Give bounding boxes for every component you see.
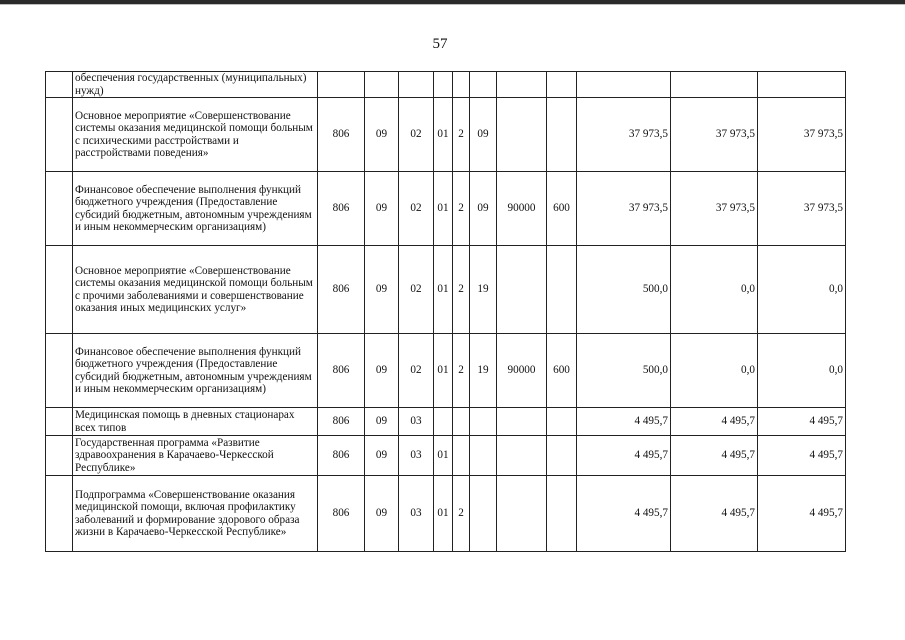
cell-amount-year2: 4 495,7 bbox=[671, 408, 758, 436]
cell-cs-program: 01 bbox=[434, 334, 453, 408]
cell-number bbox=[46, 436, 73, 476]
cell-cs-subprogram bbox=[453, 408, 470, 436]
cell-number bbox=[46, 476, 73, 552]
cell-ved bbox=[318, 72, 365, 98]
cell-amount-year1: 37 973,5 bbox=[577, 172, 671, 246]
cell-cs-event bbox=[470, 408, 497, 436]
cell-vr: 600 bbox=[547, 172, 577, 246]
cell-pr: 02 bbox=[399, 98, 434, 172]
table-row bbox=[46, 408, 846, 436]
cell-rz: 09 bbox=[365, 172, 399, 246]
cell-amount-year1: 500,0 bbox=[577, 246, 671, 334]
cell-number bbox=[46, 72, 73, 98]
table-row bbox=[46, 436, 846, 476]
cell-ved: 806 bbox=[318, 476, 365, 552]
cell-cs-direction: 90000 bbox=[497, 334, 547, 408]
cell-cs-program bbox=[434, 72, 453, 98]
cell-amount-year1: 4 495,7 bbox=[577, 436, 671, 476]
cell-vr: 600 bbox=[547, 334, 577, 408]
cell-ved: 806 bbox=[318, 334, 365, 408]
cell-cs-program: 01 bbox=[434, 476, 453, 552]
cell-rz: 09 bbox=[365, 334, 399, 408]
cell-vr bbox=[547, 246, 577, 334]
cell-cs-direction bbox=[497, 476, 547, 552]
cell-cs-program: 01 bbox=[434, 246, 453, 334]
cell-vr bbox=[547, 436, 577, 476]
cell-ved: 806 bbox=[318, 172, 365, 246]
cell-cs-direction bbox=[497, 72, 547, 98]
cell-cs-event: 09 bbox=[470, 172, 497, 246]
cell-cs-event: 19 bbox=[470, 246, 497, 334]
cell-rz: 09 bbox=[365, 408, 399, 436]
table-row bbox=[46, 172, 846, 246]
cell-ved: 806 bbox=[318, 98, 365, 172]
cell-pr bbox=[399, 72, 434, 98]
table-row bbox=[46, 476, 846, 552]
cell-name: Финансовое обеспечение выполнения функций бюджетного учреждения (Предоставление субсидий бюджетным, автономным учреждениям и иным некоммерческим организациям) bbox=[73, 172, 318, 246]
cell-amount-year3 bbox=[758, 72, 846, 98]
cell-pr: 02 bbox=[399, 172, 434, 246]
cell-vr bbox=[547, 476, 577, 552]
cell-amount-year2: 37 973,5 bbox=[671, 98, 758, 172]
cell-cs-event bbox=[470, 72, 497, 98]
cell-cs-subprogram: 2 bbox=[453, 98, 470, 172]
cell-cs-subprogram: 2 bbox=[453, 334, 470, 408]
cell-number bbox=[46, 334, 73, 408]
cell-vr bbox=[547, 408, 577, 436]
cell-amount-year1: 4 495,7 bbox=[577, 476, 671, 552]
cell-amount-year2 bbox=[671, 72, 758, 98]
page-number: 57 bbox=[432, 36, 448, 52]
cell-amount-year3: 0,0 bbox=[758, 246, 846, 334]
cell-amount-year2: 4 495,7 bbox=[671, 476, 758, 552]
cell-cs-direction bbox=[497, 98, 547, 172]
cell-cs-direction bbox=[497, 408, 547, 436]
cell-amount-year2: 0,0 bbox=[671, 246, 758, 334]
cell-number bbox=[46, 246, 73, 334]
cell-amount-year1 bbox=[577, 72, 671, 98]
cell-cs-event: 19 bbox=[470, 334, 497, 408]
cell-cs-program: 01 bbox=[434, 98, 453, 172]
cell-cs-subprogram bbox=[453, 436, 470, 476]
table-row bbox=[46, 334, 846, 408]
cell-amount-year3: 4 495,7 bbox=[758, 408, 846, 436]
budget-table bbox=[45, 71, 846, 552]
cell-cs-subprogram bbox=[453, 72, 470, 98]
cell-name: обеспечения государственных (муниципальных) нужд) bbox=[73, 72, 318, 98]
cell-ved: 806 bbox=[318, 408, 365, 436]
cell-amount-year1: 4 495,7 bbox=[577, 408, 671, 436]
cell-cs-program: 01 bbox=[434, 436, 453, 476]
table-row bbox=[46, 72, 846, 98]
budget-table-body bbox=[46, 72, 846, 552]
cell-cs-subprogram: 2 bbox=[453, 476, 470, 552]
table-row bbox=[46, 98, 846, 172]
cell-amount-year2: 37 973,5 bbox=[671, 172, 758, 246]
cell-cs-direction bbox=[497, 436, 547, 476]
cell-name: Основное мероприятие «Совершенствование системы оказания медицинской помощи больным с прочими заболеваниями и совершенствование оказания иных медицинских услуг» bbox=[73, 246, 318, 334]
cell-pr: 03 bbox=[399, 476, 434, 552]
cell-rz bbox=[365, 72, 399, 98]
cell-rz: 09 bbox=[365, 436, 399, 476]
cell-rz: 09 bbox=[365, 476, 399, 552]
cell-number bbox=[46, 98, 73, 172]
cell-amount-year3: 37 973,5 bbox=[758, 172, 846, 246]
cell-number bbox=[46, 172, 73, 246]
cell-cs-subprogram: 2 bbox=[453, 172, 470, 246]
cell-cs-subprogram: 2 bbox=[453, 246, 470, 334]
cell-rz: 09 bbox=[365, 98, 399, 172]
cell-rz: 09 bbox=[365, 246, 399, 334]
cell-number bbox=[46, 408, 73, 436]
table-row bbox=[46, 246, 846, 334]
cell-amount-year3: 4 495,7 bbox=[758, 436, 846, 476]
cell-name: Медицинская помощь в дневных стационарах всех типов bbox=[73, 408, 318, 436]
cell-amount-year1: 500,0 bbox=[577, 334, 671, 408]
cell-name: Финансовое обеспечение выполнения функций бюджетного учреждения (Предоставление субсидий бюджетным, автономным учреждениям и иным некоммерческим организациям) bbox=[73, 334, 318, 408]
cell-amount-year3: 37 973,5 bbox=[758, 98, 846, 172]
cell-amount-year3: 4 495,7 bbox=[758, 476, 846, 552]
cell-vr bbox=[547, 72, 577, 98]
cell-name: Государственная программа «Развитие здравоохранения в Карачаево-Черкесской Республике» bbox=[73, 436, 318, 476]
cell-amount-year2: 0,0 bbox=[671, 334, 758, 408]
cell-cs-direction: 90000 bbox=[497, 172, 547, 246]
cell-cs-program: 01 bbox=[434, 172, 453, 246]
cell-amount-year2: 4 495,7 bbox=[671, 436, 758, 476]
cell-pr: 03 bbox=[399, 436, 434, 476]
cell-pr: 02 bbox=[399, 246, 434, 334]
cell-amount-year3: 0,0 bbox=[758, 334, 846, 408]
cell-name: Основное мероприятие «Совершенствование системы оказания медицинской помощи больным с психическими расстройствами и расстройствами поведения» bbox=[73, 98, 318, 172]
cell-cs-direction bbox=[497, 246, 547, 334]
cell-pr: 02 bbox=[399, 334, 434, 408]
cell-cs-event bbox=[470, 436, 497, 476]
cell-cs-event bbox=[470, 476, 497, 552]
cell-amount-year1: 37 973,5 bbox=[577, 98, 671, 172]
cell-pr: 03 bbox=[399, 408, 434, 436]
cell-name: Подпрограмма «Совершенствование оказания медицинской помощи, включая профилактику заболеваний и формирование здорового образа жизни в Карачаево-Черкесской Республике» bbox=[73, 476, 318, 552]
cell-cs-event: 09 bbox=[470, 98, 497, 172]
cell-cs-program bbox=[434, 408, 453, 436]
cell-ved: 806 bbox=[318, 246, 365, 334]
cell-vr bbox=[547, 98, 577, 172]
scan-edge-shadow bbox=[0, 4, 905, 5]
cell-ved: 806 bbox=[318, 436, 365, 476]
